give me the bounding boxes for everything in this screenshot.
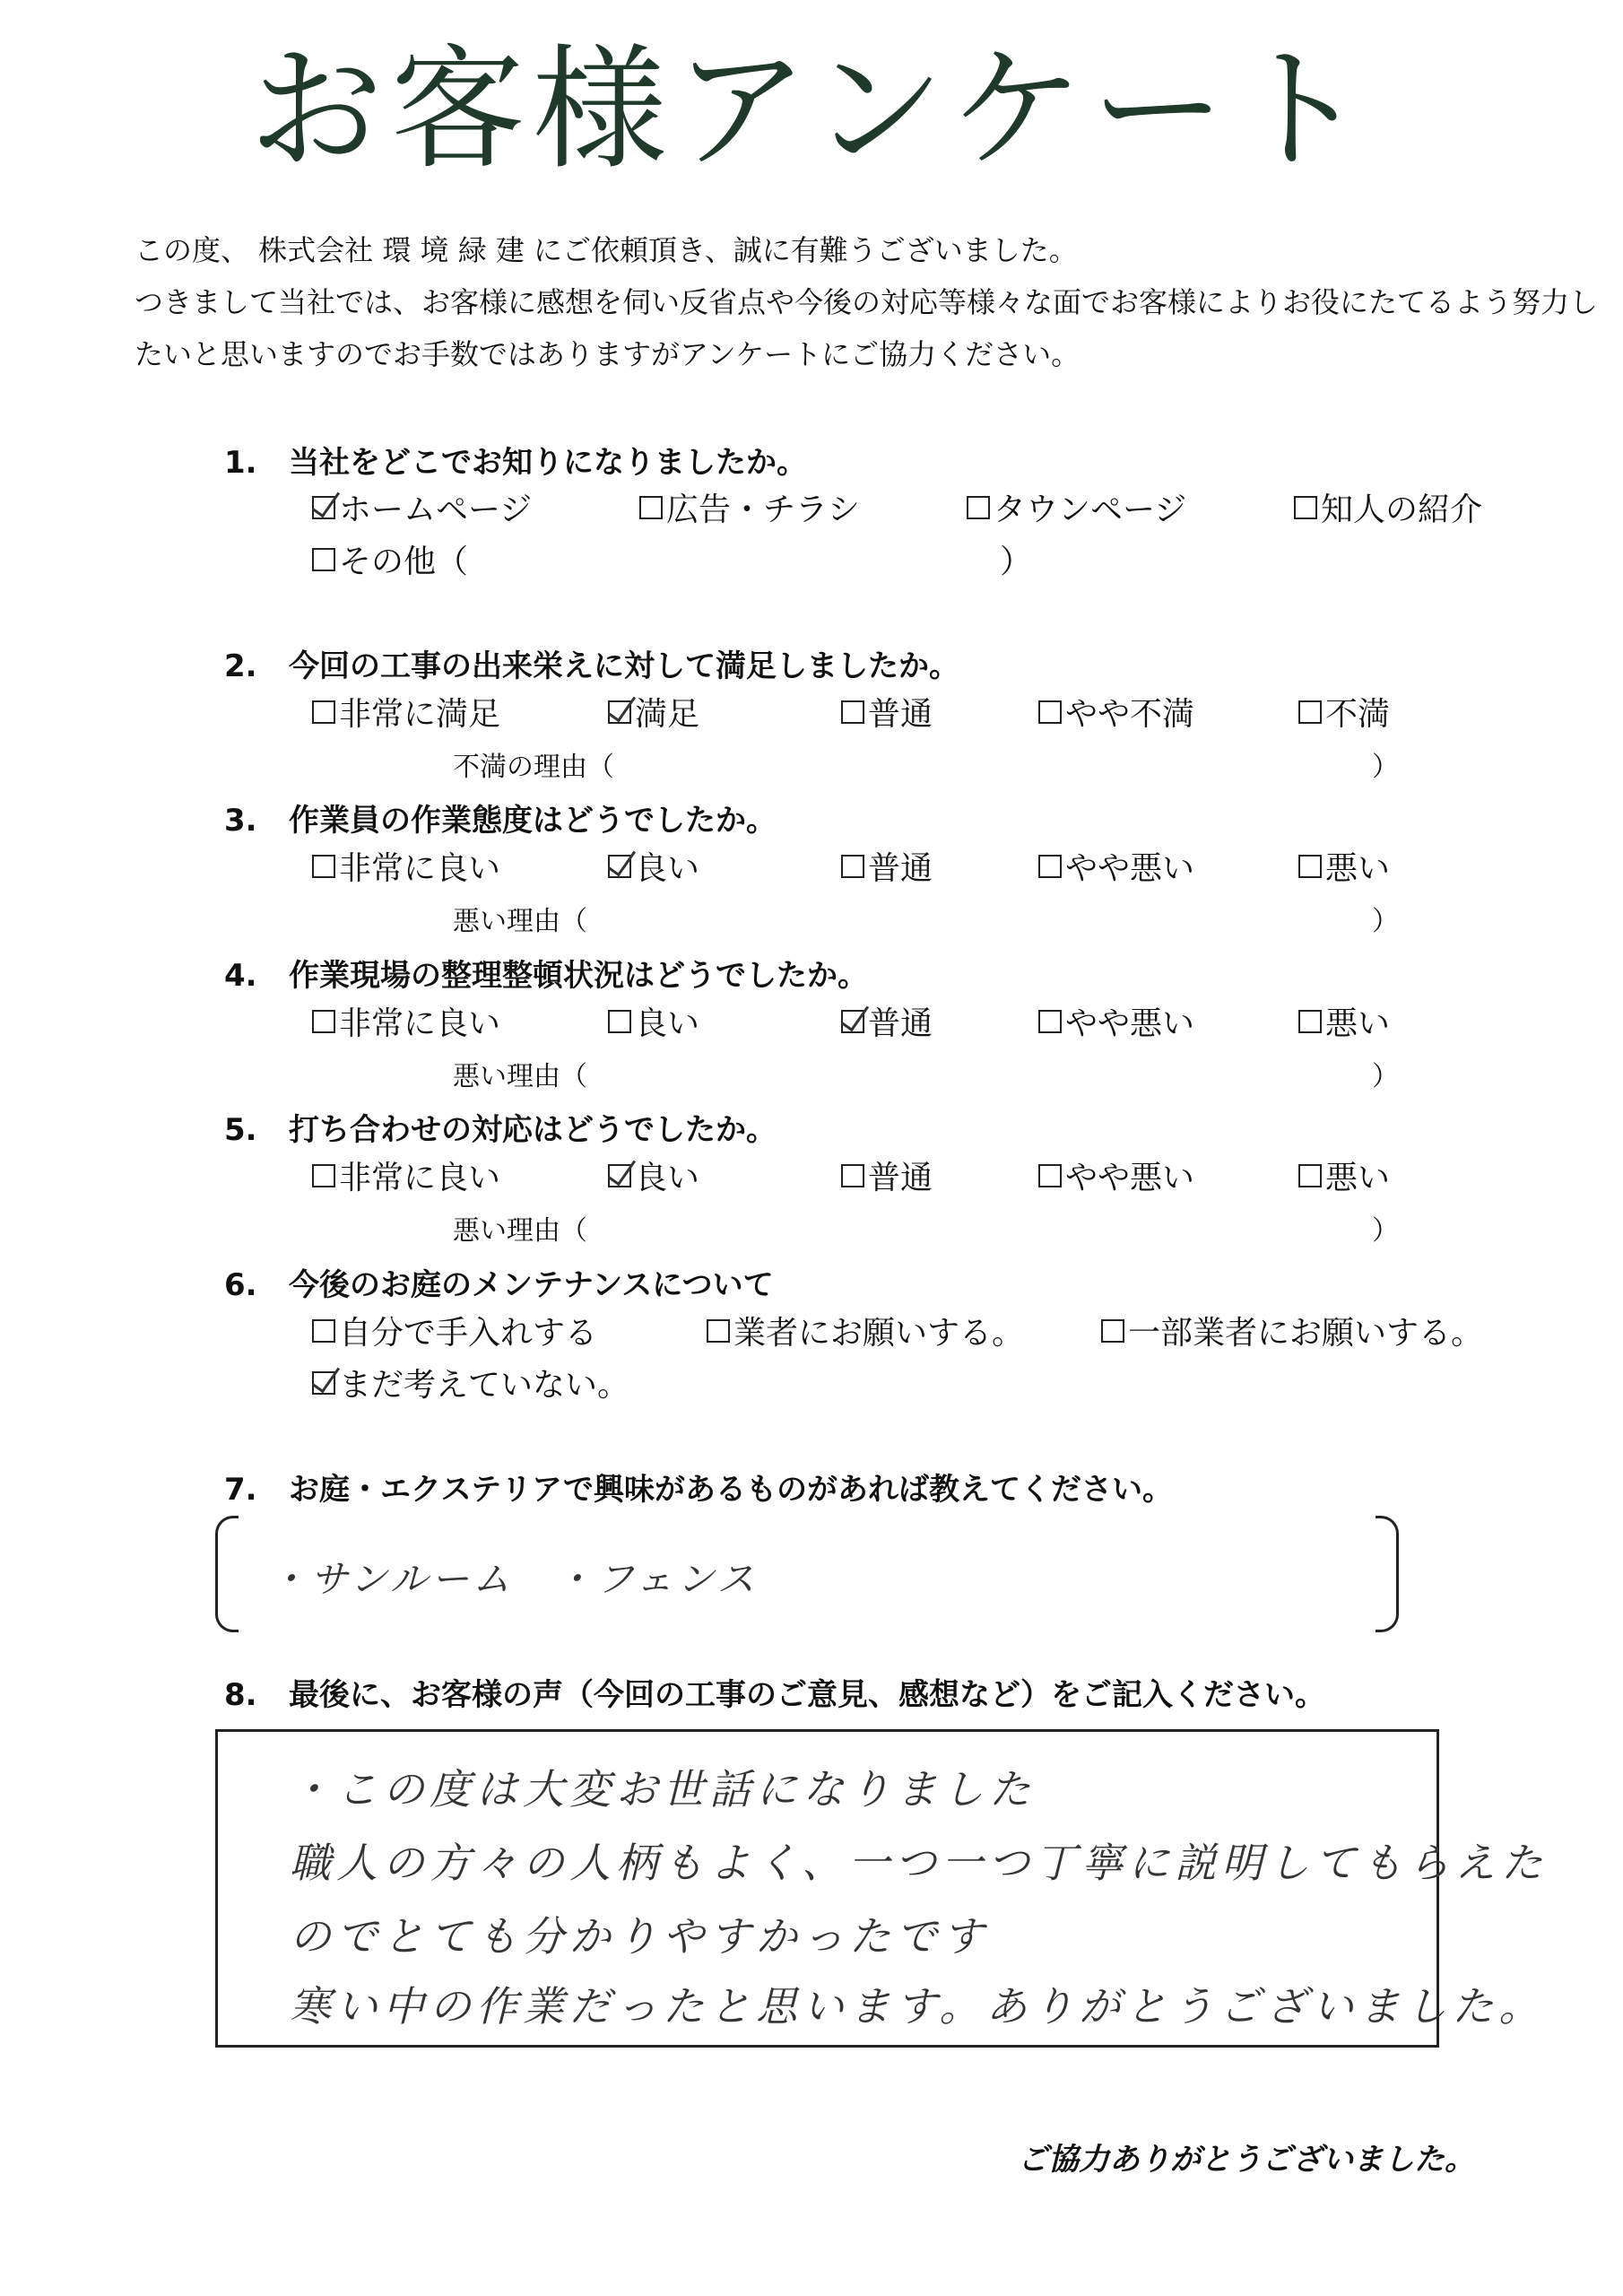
option-label: やや悪い — [1065, 1005, 1195, 1042]
options-row — [312, 1308, 1549, 1352]
question-number: 4. — [224, 958, 257, 994]
question-text: 作業現場の整理整頓状況はどうでしたか。 — [289, 958, 868, 994]
question-number: 8. — [224, 1677, 257, 1713]
option-label: 満足 — [635, 696, 700, 733]
page-title: お客様アンケート — [248, 32, 1375, 188]
option-neutral[interactable] — [841, 1152, 933, 1198]
checkbox[interactable] — [312, 855, 335, 878]
reason-label: 悪い理由（ — [453, 906, 587, 937]
option-label: 一部業者にお願いする。 — [1128, 1315, 1484, 1352]
option-label: 非常に良い — [339, 850, 501, 887]
checkbox[interactable] — [312, 548, 335, 571]
option-bad[interactable] — [1298, 1152, 1390, 1198]
option-label: まだ考えていない。 — [339, 1367, 630, 1404]
option-label: その他（ — [339, 544, 469, 580]
option-label: 自分で手入れする — [339, 1315, 598, 1352]
handwritten-answer: ・サンルーム ・フェンス — [269, 1557, 759, 1601]
checkbox[interactable] — [1038, 855, 1062, 878]
option-self-maintenance[interactable] — [312, 1308, 597, 1353]
checkbox-checked[interactable] — [608, 1164, 631, 1187]
question-5 — [224, 1105, 777, 1149]
handwritten-line: 寒い中の作業だったと思います。ありがとうございました。 — [290, 1982, 1546, 2031]
option-label: 広告・チラシ — [666, 491, 861, 528]
option-label: 良い — [635, 850, 700, 887]
reason-label: 悪い理由（ — [453, 1061, 587, 1092]
reason-close-paren: ） — [1372, 1215, 1399, 1247]
question-6 — [224, 1260, 774, 1304]
option-townpage[interactable] — [967, 484, 1186, 530]
option-somewhat-bad[interactable] — [1038, 843, 1194, 889]
option-label: やや不満 — [1065, 696, 1195, 733]
question-number: 7. — [224, 1472, 257, 1508]
question-text: お庭・エクステリアで興味があるものがあれば教えてください。 — [289, 1472, 1173, 1508]
option-somewhat-bad[interactable] — [1038, 1152, 1194, 1198]
question-2 — [224, 641, 959, 685]
checkbox[interactable] — [707, 1319, 730, 1343]
reason-label: 不満の理由（ — [453, 752, 614, 783]
checkbox[interactable] — [1298, 700, 1322, 724]
option-satisfied[interactable] — [608, 689, 699, 735]
option-homepage[interactable] — [312, 484, 532, 530]
checkbox[interactable] — [1101, 1319, 1124, 1343]
option-good[interactable] — [608, 1152, 699, 1198]
reason-close-paren: ） — [1372, 752, 1399, 783]
options-row — [312, 998, 1549, 1043]
option-neutral[interactable] — [841, 689, 933, 735]
option-label: 非常に満足 — [339, 696, 501, 733]
question-number: 2. — [224, 648, 257, 684]
option-other[interactable] — [312, 536, 468, 582]
option-label: 不満 — [1325, 696, 1391, 733]
reason-close-paren: ） — [1372, 906, 1399, 937]
option-label: 非常に良い — [339, 1005, 501, 1042]
checkbox[interactable] — [312, 1164, 335, 1187]
question-3 — [224, 796, 777, 839]
question-number: 5. — [224, 1112, 257, 1148]
checkbox-checked[interactable] — [312, 496, 335, 519]
question-text: 最後に、お客様の声（今回の工事のご意見、感想など）をご記入ください。 — [289, 1677, 1325, 1713]
option-neutral[interactable] — [841, 998, 933, 1044]
checkbox[interactable] — [1038, 1010, 1062, 1033]
closing-thanks: ご協力ありがとうございました。 — [1018, 2142, 1475, 2178]
checkbox-checked[interactable] — [608, 700, 631, 724]
option-good[interactable] — [608, 998, 699, 1044]
checkbox[interactable] — [1298, 1164, 1322, 1187]
checkbox[interactable] — [312, 1010, 335, 1033]
option-referral[interactable] — [1294, 484, 1482, 530]
intro-line: この度、 株式会社 環 境 緑 建 にご依頼頂き、誠に有難うございました。 — [135, 233, 1078, 267]
question-text: 今回の工事の出来栄えに対して満足しましたか。 — [289, 648, 959, 684]
option-label: 良い — [635, 1005, 700, 1042]
handwritten-line: のでとても分かりやすかったです — [290, 1912, 989, 1961]
question-1 — [224, 438, 807, 482]
option-label: タウンページ — [994, 491, 1187, 528]
checkbox[interactable] — [1038, 1164, 1062, 1187]
option-label: 悪い — [1325, 850, 1391, 887]
options-row-other — [312, 536, 1549, 581]
left-bracket — [215, 1516, 239, 1632]
option-bad[interactable] — [1298, 843, 1390, 889]
option-very-good[interactable] — [312, 1152, 500, 1198]
reason-label: 悪い理由（ — [453, 1215, 587, 1247]
other-close-paren: ） — [1000, 544, 1033, 580]
question-text: 作業員の作業態度はどうでしたか。 — [289, 803, 777, 839]
handwritten-line: ・この度は大変お世話になりました — [290, 1765, 1036, 1813]
question-number: 1. — [224, 445, 257, 481]
option-label: ホームページ — [339, 491, 533, 528]
checkbox[interactable] — [841, 1164, 864, 1187]
option-label: やや悪い — [1065, 850, 1195, 887]
options-row — [312, 1360, 1549, 1405]
question-7 — [224, 1465, 1173, 1509]
reason-close-paren: ） — [1372, 1061, 1399, 1092]
checkbox[interactable] — [841, 855, 864, 878]
option-contractor[interactable] — [707, 1308, 1024, 1353]
checkbox-checked[interactable] — [312, 1371, 335, 1395]
question-number: 3. — [224, 803, 257, 839]
option-label: 普通 — [868, 1005, 933, 1042]
checkbox[interactable] — [312, 700, 335, 724]
option-label: 良い — [635, 1160, 700, 1196]
checkbox[interactable] — [841, 700, 864, 724]
option-somewhat-bad[interactable] — [1038, 998, 1194, 1044]
option-label: 普通 — [868, 850, 933, 887]
option-dissatisfied[interactable] — [1298, 689, 1390, 735]
options-row — [312, 689, 1549, 734]
option-ad-flyer[interactable] — [639, 484, 860, 530]
option-label: やや悪い — [1065, 1160, 1195, 1196]
question-text: 打ち合わせの対応はどうでしたか。 — [289, 1112, 777, 1148]
options-row — [312, 484, 1549, 529]
option-label: 悪い — [1325, 1160, 1391, 1196]
option-label: 悪い — [1325, 1005, 1391, 1042]
option-label: 普通 — [868, 1160, 933, 1196]
question-number: 6. — [224, 1267, 257, 1303]
handwritten-line: 職人の方々の人柄もよく、一つ一つ丁寧に説明してもらえた — [290, 1839, 1549, 1887]
options-row — [312, 1152, 1549, 1197]
intro-line: つきまして当社では、お客様に感想を伺い反省点や今後の対応等様々な面でお客様によりお役にたてるよう努力し — [135, 285, 1599, 319]
checkbox[interactable] — [312, 1319, 335, 1343]
option-very-good[interactable] — [312, 843, 500, 889]
question-text: 今後のお庭のメンテナンスについて — [289, 1267, 774, 1303]
checkbox[interactable] — [639, 496, 663, 519]
checkbox[interactable] — [1298, 1010, 1322, 1033]
option-very-satisfied[interactable] — [312, 689, 500, 735]
checkbox[interactable] — [608, 1010, 631, 1033]
option-somewhat-dissatisfied[interactable] — [1038, 689, 1194, 735]
option-neutral[interactable] — [841, 843, 933, 889]
options-row — [312, 843, 1549, 888]
option-label: 非常に良い — [339, 1160, 501, 1196]
option-undecided[interactable] — [312, 1360, 629, 1405]
option-label: 業者にお願いする。 — [733, 1315, 1025, 1352]
question-8 — [224, 1670, 1325, 1714]
checkbox[interactable] — [1038, 700, 1062, 724]
checkbox-checked[interactable] — [841, 1010, 864, 1033]
option-label: 普通 — [868, 696, 933, 733]
checkbox[interactable] — [967, 496, 990, 519]
checkbox-checked[interactable] — [608, 855, 631, 878]
option-good[interactable] — [608, 843, 699, 889]
interest-answer-area[interactable] — [215, 1516, 1399, 1632]
checkbox[interactable] — [1298, 855, 1322, 878]
option-partial-contractor[interactable] — [1101, 1308, 1483, 1353]
option-very-good[interactable] — [312, 998, 500, 1044]
option-bad[interactable] — [1298, 998, 1390, 1044]
option-label: 知人の紹介 — [1321, 491, 1483, 528]
intro-line: たいと思いますのでお手数ではありますがアンケートにご協力ください。 — [135, 337, 1081, 371]
comment-box[interactable] — [215, 1729, 1549, 2048]
question-4 — [224, 951, 868, 995]
right-bracket — [1376, 1516, 1399, 1632]
intro-text — [135, 224, 1599, 380]
question-text: 当社をどこでお知りになりましたか。 — [289, 445, 807, 481]
checkbox[interactable] — [1294, 496, 1317, 519]
